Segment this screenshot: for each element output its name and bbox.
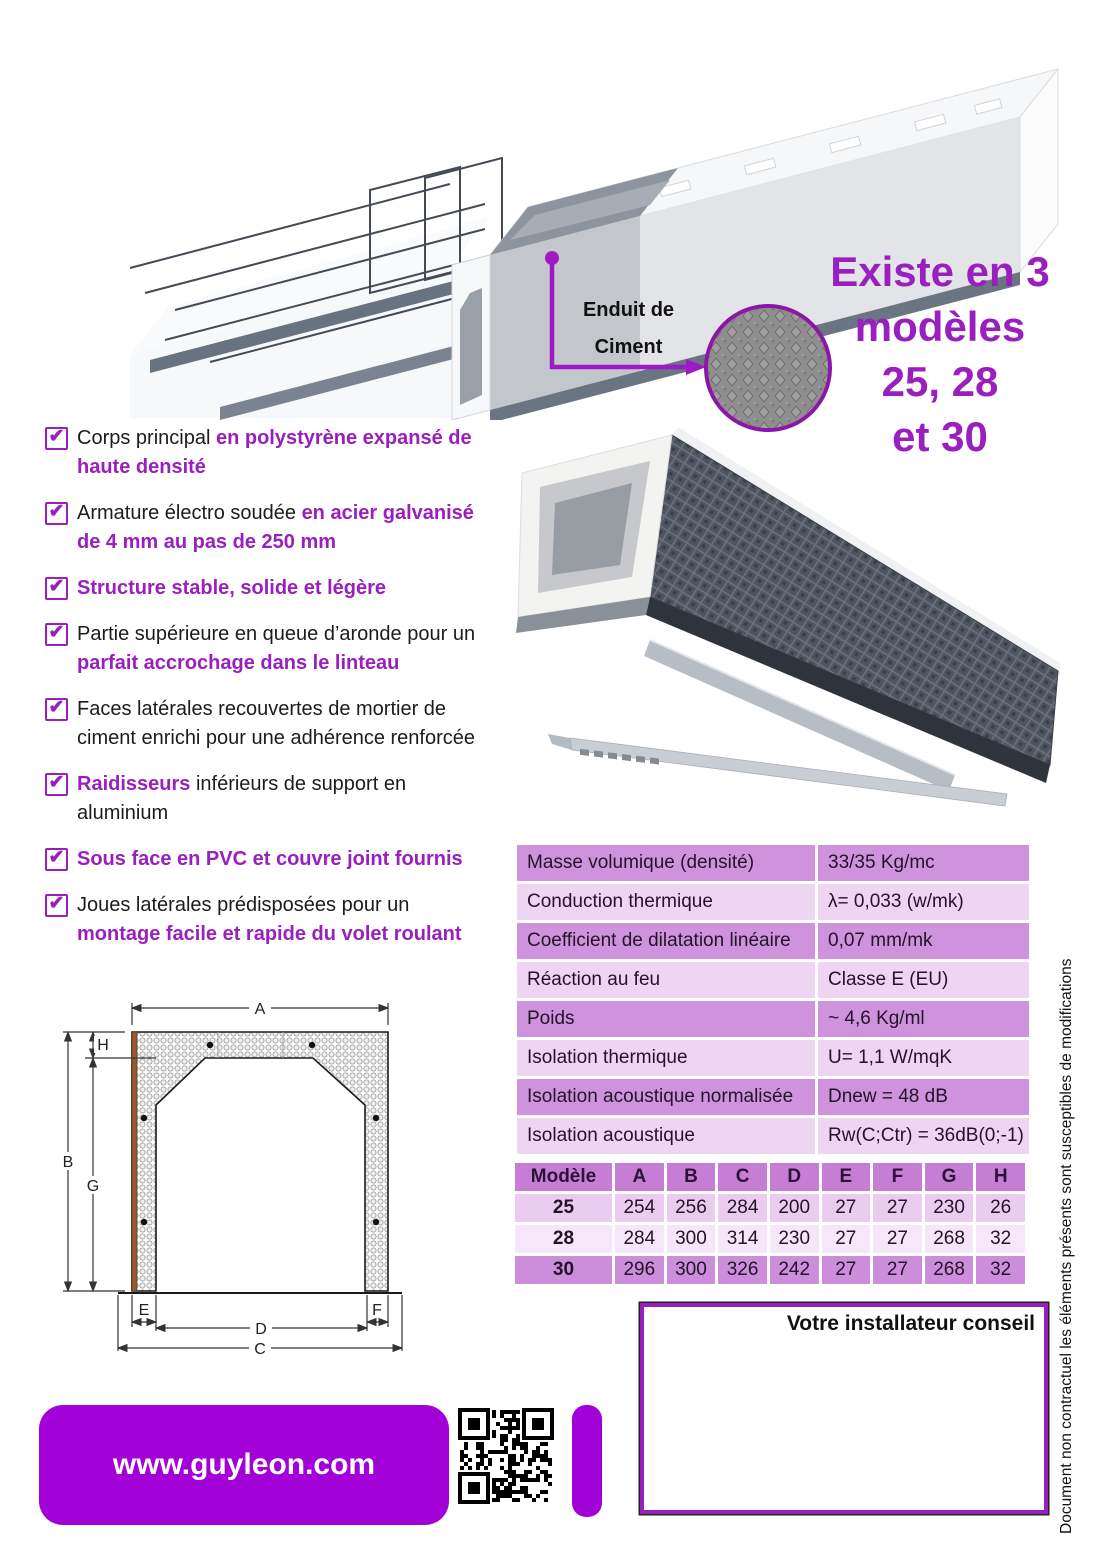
model-table-header: F xyxy=(873,1163,922,1191)
qr-code xyxy=(456,1406,556,1506)
spec-value: Dnew = 48 dB xyxy=(818,1079,1029,1115)
spec-label: Poids xyxy=(517,1001,815,1037)
checkbox-icon: ✔ xyxy=(45,577,68,600)
model-value: 296 xyxy=(615,1256,664,1284)
model-table-header: G xyxy=(925,1163,974,1191)
spec-value: U= 1,1 W/mqK xyxy=(818,1040,1029,1076)
spec-label: Réaction au feu xyxy=(517,962,815,998)
feature-text: Corps principal en polystyrène expansé de haute densité xyxy=(77,427,472,478)
model-value: 27 xyxy=(873,1194,922,1222)
model-table-header: H xyxy=(976,1163,1025,1191)
callout-label-line1: Enduit de xyxy=(582,299,675,321)
model-table xyxy=(515,1163,1025,1284)
headline xyxy=(812,244,1068,464)
spec-value: 0,07 mm/mk xyxy=(818,923,1029,959)
headline-line: 25, 28 xyxy=(881,358,999,405)
side-note: Document non contractuel les éléments présents sont susceptibles de modifications xyxy=(1058,958,1075,1534)
lintel-cross-section xyxy=(132,1032,388,1291)
model-value: 27 xyxy=(822,1256,871,1284)
spec-label: Conduction thermique xyxy=(517,884,815,920)
checkbox-icon: ✔ xyxy=(45,894,68,917)
feature-item xyxy=(45,891,495,949)
model-value: 300 xyxy=(667,1256,716,1284)
model-value: 26 xyxy=(976,1194,1025,1222)
feature-item xyxy=(45,695,495,753)
spec-label: Coefficient de dilatation linéaire xyxy=(517,923,815,959)
feature-text: Raidisseurs inférieurs de support en aluminium xyxy=(77,773,407,824)
feature-text: Structure stable, solide et légère xyxy=(77,577,386,599)
model-name: 25 xyxy=(515,1194,612,1222)
dim-label-B: B xyxy=(62,1154,74,1171)
model-value: 27 xyxy=(873,1256,922,1284)
model-value: 256 xyxy=(667,1194,716,1222)
feature-item xyxy=(45,424,495,482)
spec-value: Rw(C;Ctr) = 36dB(0;-1) xyxy=(818,1118,1029,1154)
checkbox-icon: ✔ xyxy=(45,427,68,450)
feature-item xyxy=(45,845,495,874)
model-value: 268 xyxy=(925,1225,974,1253)
model-value: 254 xyxy=(615,1194,664,1222)
feature-text: Faces latérales recouvertes de mortier de ciment enrichi pour une adhérence renforcée xyxy=(77,698,476,749)
installer-box xyxy=(640,1303,1048,1514)
model-value: 242 xyxy=(770,1256,819,1284)
dim-label-D: D xyxy=(255,1321,267,1338)
footer-purple-tab xyxy=(572,1405,602,1517)
headline-line: modèles xyxy=(854,303,1026,350)
spec-label: Isolation acoustique normalisée xyxy=(517,1079,815,1115)
product-underside-render xyxy=(500,425,1060,840)
checkbox-icon: ✔ xyxy=(45,848,68,871)
feature-text: Joues latérales prédisposées pour un montage facile et rapide du volet roulant xyxy=(77,894,462,945)
spec-value: Classe E (EU) xyxy=(818,962,1029,998)
dim-label-E: E xyxy=(138,1302,150,1319)
feature-text: Armature électro soudée en acier galvanisé de 4 mm au pas de 250 mm xyxy=(77,502,474,553)
checkbox-icon: ✔ xyxy=(45,698,68,721)
spec-value: 33/35 Kg/mc xyxy=(818,845,1029,881)
spec-value: ~ 4,6 Kg/ml xyxy=(818,1001,1029,1037)
dim-label-F: F xyxy=(372,1302,382,1319)
model-table-header: D xyxy=(770,1163,819,1191)
headline-line: et 30 xyxy=(892,413,988,460)
feature-list xyxy=(45,424,495,966)
dim-label-C: C xyxy=(254,1341,266,1358)
model-name: 30 xyxy=(515,1256,612,1284)
model-value: 27 xyxy=(873,1225,922,1253)
spec-table xyxy=(517,845,1029,1154)
spec-label: Isolation acoustique xyxy=(517,1118,815,1154)
spec-label: Isolation thermique xyxy=(517,1040,815,1076)
model-value: 230 xyxy=(925,1194,974,1222)
dim-label-A: A xyxy=(254,1001,266,1018)
model-value: 314 xyxy=(718,1225,767,1253)
checkbox-icon: ✔ xyxy=(45,502,68,525)
model-value: 268 xyxy=(925,1256,974,1284)
dimension-diagram xyxy=(55,995,465,1360)
website-bar[interactable] xyxy=(39,1405,449,1525)
feature-text: Partie supérieure en queue d’aronde pour un parfait accrochage dans le linteau xyxy=(77,623,476,674)
dim-label-H: H xyxy=(97,1037,109,1054)
checkbox-icon: ✔ xyxy=(45,773,68,796)
dim-label-G: G xyxy=(86,1178,100,1195)
model-name: 28 xyxy=(515,1225,612,1253)
feature-item xyxy=(45,574,495,603)
feature-item xyxy=(45,620,495,678)
spec-label: Masse volumique (densité) xyxy=(517,845,815,881)
model-value: 284 xyxy=(718,1194,767,1222)
headline-line: Existe en 3 xyxy=(830,248,1050,295)
installer-box-title: Votre installateur conseil xyxy=(786,1312,1035,1335)
model-table-header: B xyxy=(667,1163,716,1191)
feature-text: Sous face en PVC et couvre joint fournis xyxy=(77,848,463,870)
model-value: 200 xyxy=(770,1194,819,1222)
model-value: 300 xyxy=(667,1225,716,1253)
model-table-header: Modèle xyxy=(515,1163,612,1191)
spec-value: λ= 0,033 (w/mk) xyxy=(818,884,1029,920)
model-value: 326 xyxy=(718,1256,767,1284)
model-table-header: E xyxy=(822,1163,871,1191)
model-value: 27 xyxy=(822,1194,871,1222)
website-url[interactable]: www.guyleon.com xyxy=(112,1448,376,1481)
model-value: 32 xyxy=(976,1256,1025,1284)
callout-label-line2: Ciment xyxy=(594,336,663,358)
model-table-header: A xyxy=(615,1163,664,1191)
model-table-header: C xyxy=(718,1163,767,1191)
checkbox-icon: ✔ xyxy=(45,623,68,646)
feature-item xyxy=(45,770,495,828)
model-value: 27 xyxy=(822,1225,871,1253)
model-value: 32 xyxy=(976,1225,1025,1253)
model-value: 284 xyxy=(615,1225,664,1253)
feature-item xyxy=(45,499,495,557)
model-value: 230 xyxy=(770,1225,819,1253)
